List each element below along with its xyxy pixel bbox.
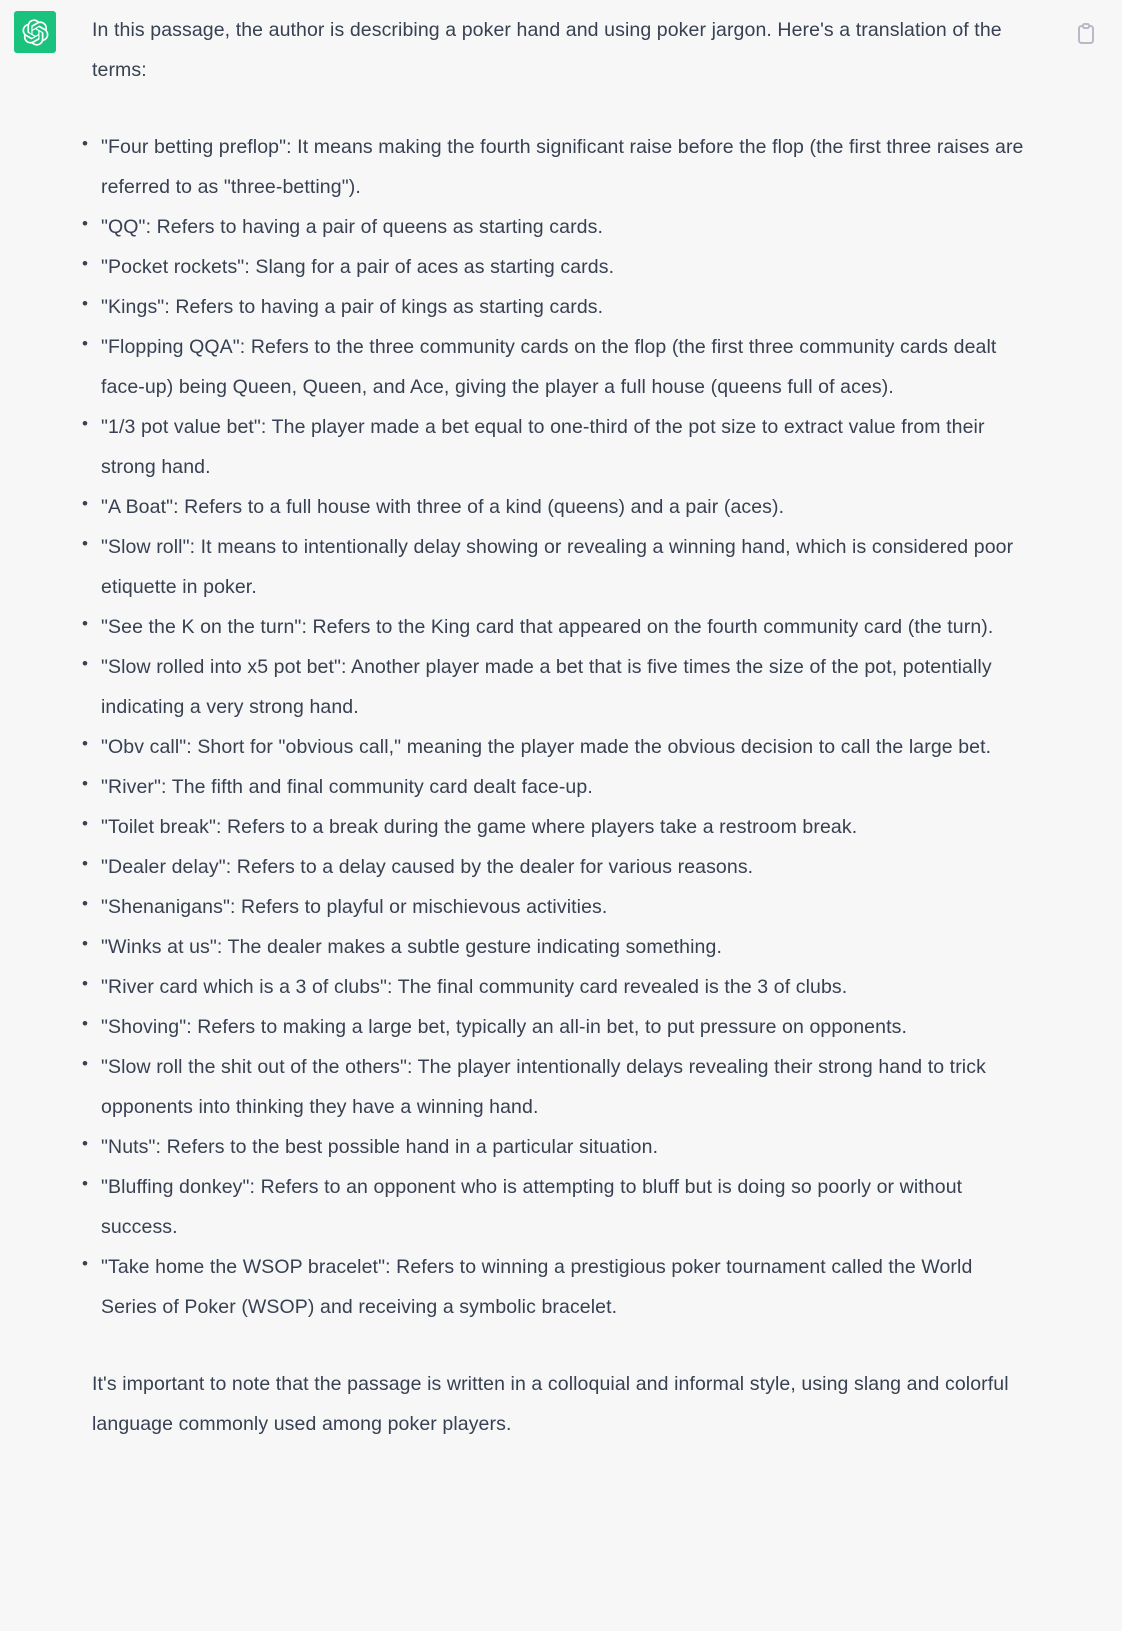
copy-button[interactable] bbox=[1072, 20, 1100, 50]
list-item: • "Toilet break": Refers to a break during the game where players take a restroom break. bbox=[92, 807, 1030, 847]
intro-paragraph: In this passage, the author is describing a poker hand and using poker jargon. Here's a translation of the terms: bbox=[92, 19, 1002, 81]
list-item: • "Dealer delay": Refers to a delay caused by the dealer for various reasons. bbox=[92, 847, 1030, 887]
list-item: • "A Boat": Refers to a full house with three of a kind (queens) and a pair (aces). bbox=[92, 487, 1030, 527]
list-item: • "Shoving": Refers to making a large bet, typically an all-in bet, to put pressure on opponents. bbox=[92, 1007, 1030, 1047]
list-item: • "Take home the WSOP bracelet": Refers to winning a prestigious poker tournament called the World Series of Poker (WSOP) and receiving a symbolic bracelet. bbox=[92, 1247, 1030, 1327]
clipboard-icon bbox=[1074, 20, 1098, 47]
chatgpt-avatar bbox=[14, 11, 56, 53]
list-item: • "See the K on the turn": Refers to the King card that appeared on the fourth community card (the turn). bbox=[92, 607, 1030, 647]
list-item: • "Bluffing donkey": Refers to an opponent who is attempting to bluff but is doing so poorly or without success. bbox=[92, 1167, 1030, 1247]
list-item: • "River": The fifth and final community card dealt face-up. bbox=[92, 767, 1030, 807]
list-item: • "QQ": Refers to having a pair of queens as starting cards. bbox=[92, 207, 1030, 247]
outro-paragraph: It's important to note that the passage is written in a colloquial and informal style, using slang and colorful language commonly used among poker players. bbox=[92, 1373, 1009, 1435]
list-item: • "Pocket rockets": Slang for a pair of aces as starting cards. bbox=[92, 247, 1030, 287]
list-item: • "Shenanigans": Refers to playful or mischievous activities. bbox=[92, 887, 1030, 927]
list-item: • "Four betting preflop": It means making the fourth significant raise before the flop (the first three raises are referred to as "three-betting"). bbox=[92, 127, 1030, 207]
list-item: • "Nuts": Refers to the best possible hand in a particular situation. bbox=[92, 1127, 1030, 1167]
term-definition-list bbox=[92, 127, 1030, 1327]
list-item: • "River card which is a 3 of clubs": The final community card revealed is the 3 of clubs. bbox=[92, 967, 1030, 1007]
list-item: • "Slow roll the shit out of the others": The player intentionally delays revealing their strong hand to trick opponents into thinking they have a winning hand. bbox=[92, 1047, 1030, 1127]
list-item: • "Slow rolled into x5 pot bet": Another player made a bet that is five times the size of the pot, potentially indicating a very strong hand. bbox=[92, 647, 1030, 727]
list-item: • "Kings": Refers to having a pair of kings as starting cards. bbox=[92, 287, 1030, 327]
list-item: • "Winks at us": The dealer makes a subtle gesture indicating something. bbox=[92, 927, 1030, 967]
list-item: • "Obv call": Short for "obvious call," meaning the player made the obvious decision to call the large bet. bbox=[92, 727, 1030, 767]
message-content bbox=[92, 10, 1030, 1444]
openai-logo-icon bbox=[22, 19, 49, 46]
list-item: • "1/3 pot value bet": The player made a bet equal to one-third of the pot size to extract value from their strong hand. bbox=[92, 407, 1030, 487]
list-item: • "Slow roll": It means to intentionally delay showing or revealing a winning hand, which is considered poor etiquette in poker. bbox=[92, 527, 1030, 607]
list-item: • "Flopping QQA": Refers to the three community cards on the flop (the first three community cards dealt face-up) being Queen, Queen, and Ace, giving the player a full house (queens full of aces). bbox=[92, 327, 1030, 407]
